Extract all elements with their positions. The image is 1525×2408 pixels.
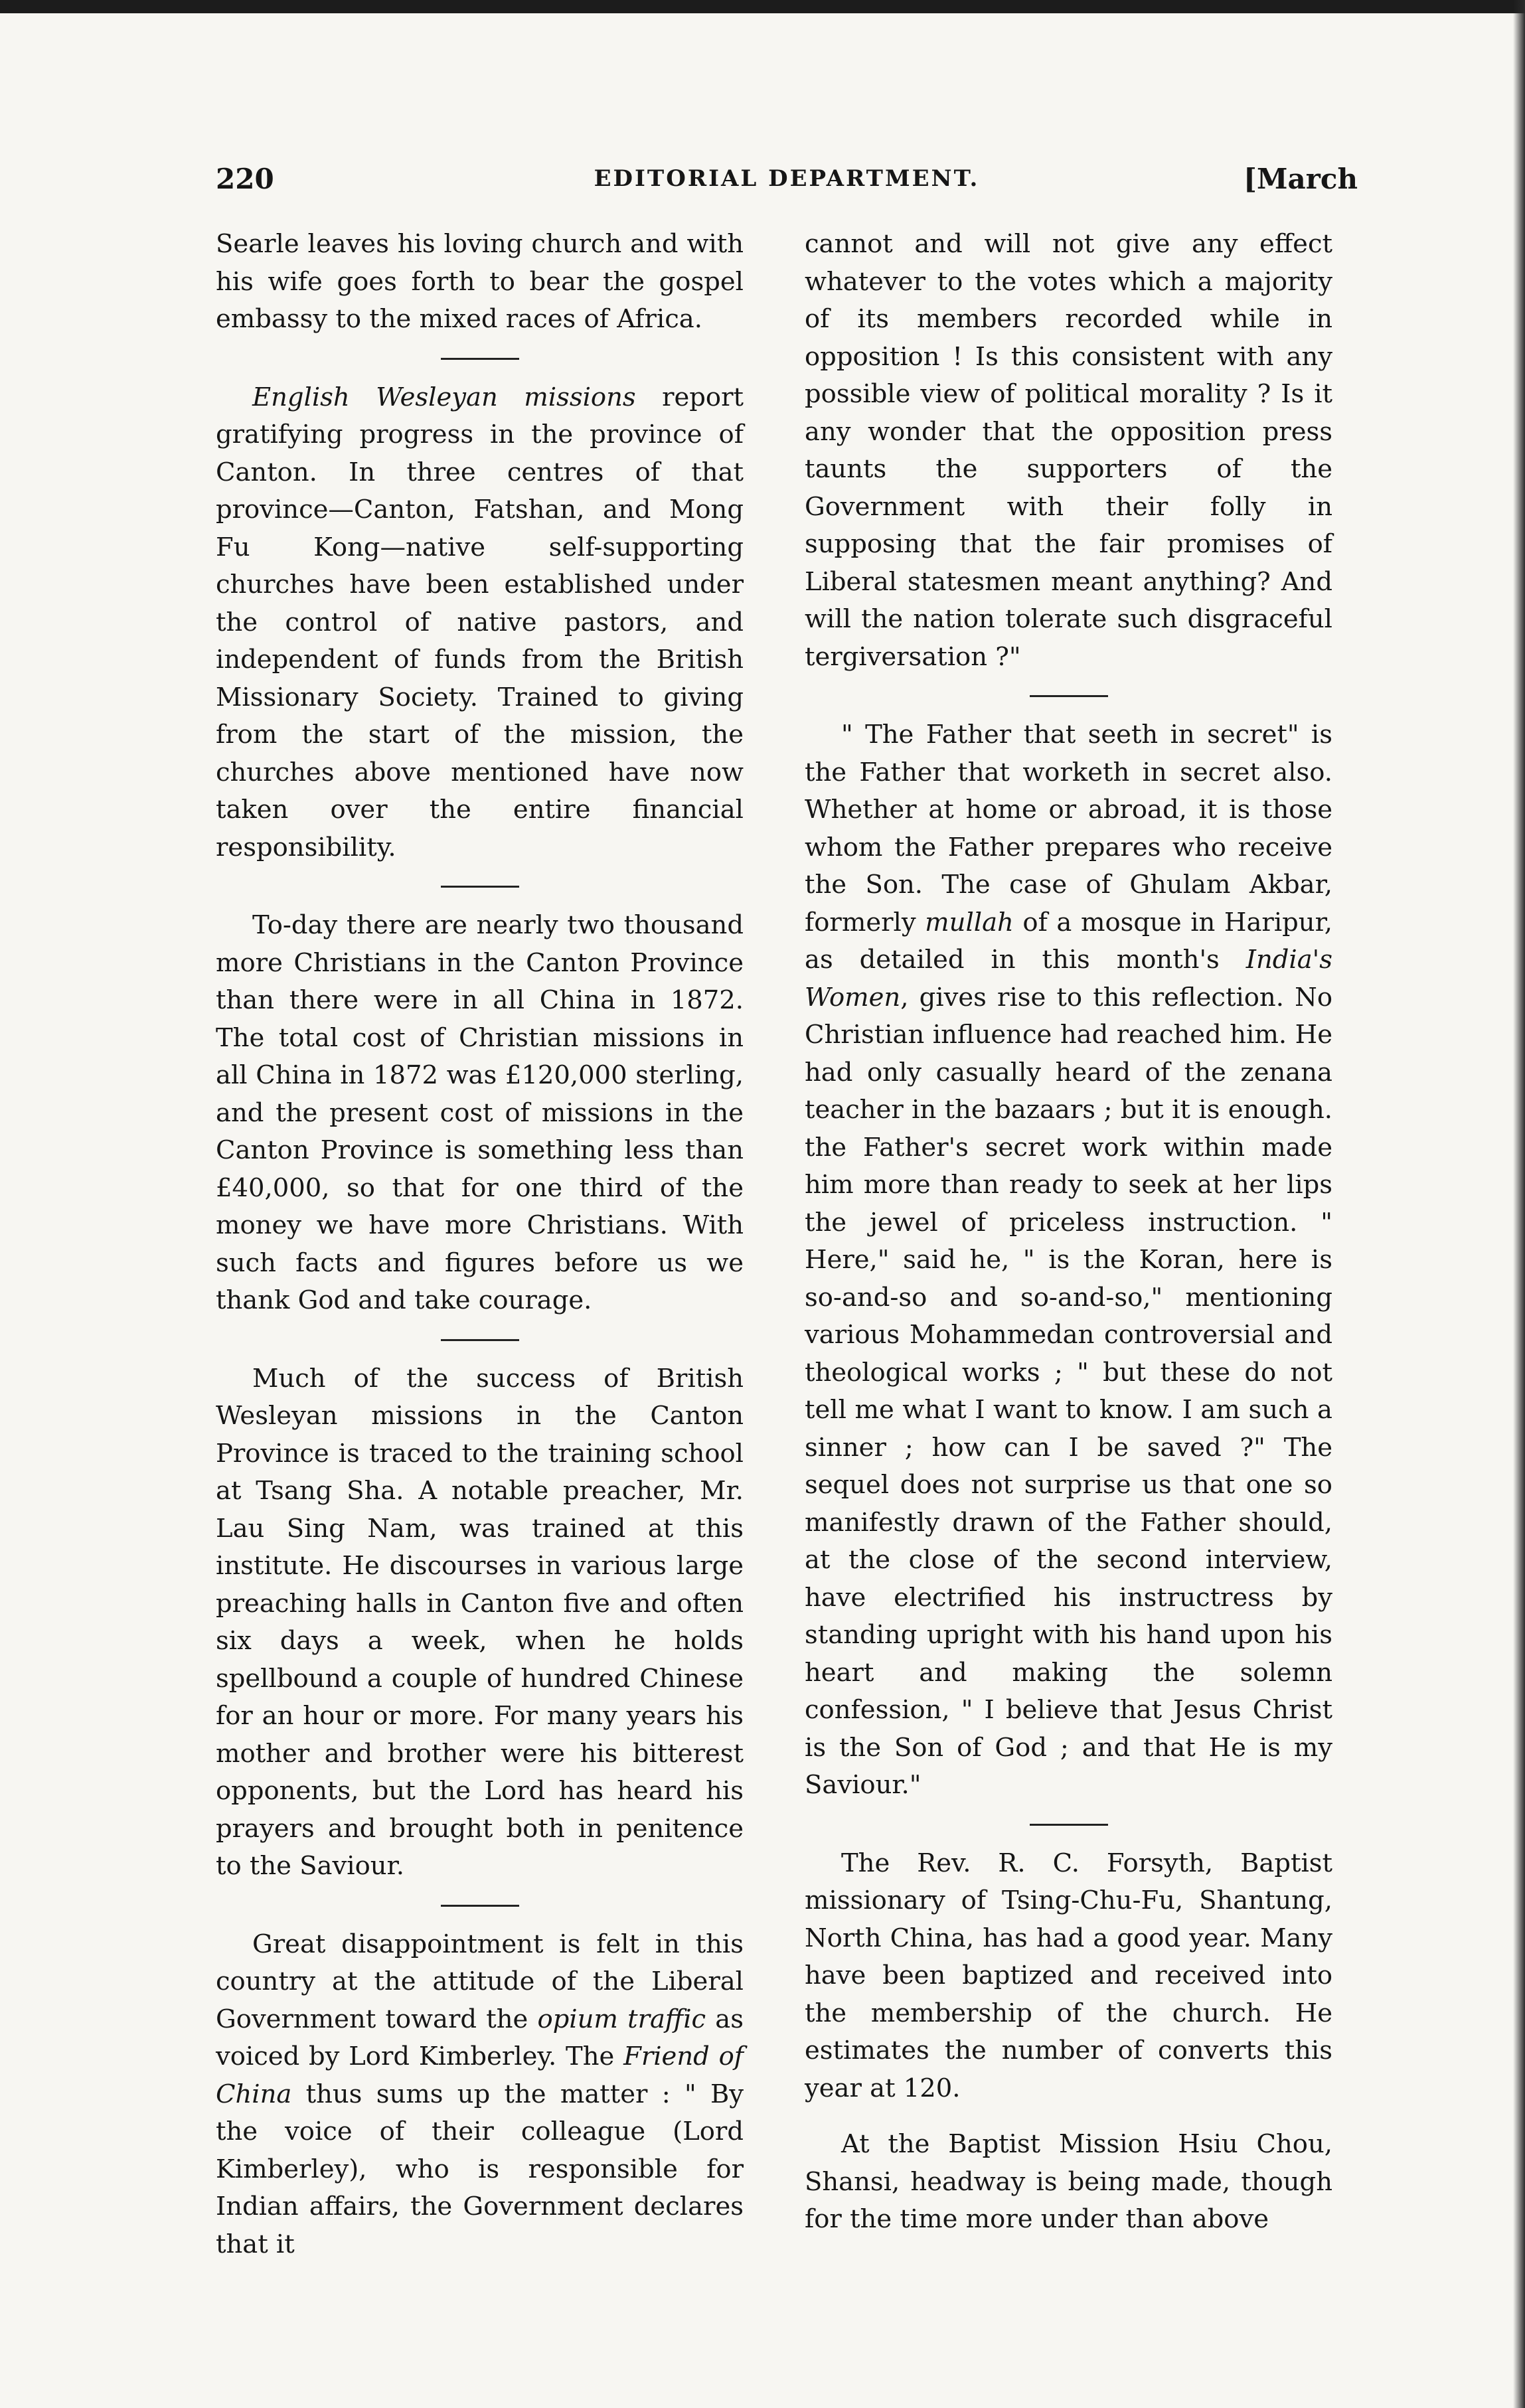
paragraph [805, 716, 1332, 1805]
section-rule [441, 358, 519, 360]
scan-right-edge [1513, 0, 1525, 2408]
running-title: EDITORIAL DEPARTMENT. [594, 165, 980, 192]
paragraph-text: Great disappointment is felt in this country at the attitude of the Liberal Government toward the [216, 1929, 744, 2034]
paragraph: To-day there are nearly two thousand more Christians in the Canton Province than there were in all China in 1872. The total cost of Christian missions in all China in 1872 was £120,000 sterling, and the present cost of missions in the Canton Province is something less than £40,000, so that for one third of the money we have more Christians. With such facts and figures before us we thank God and take courage. [216, 910, 744, 1315]
right-column [805, 226, 1332, 2239]
section-rule [441, 1905, 519, 1907]
section-rule [1030, 695, 1108, 697]
header-month: [March [1244, 163, 1358, 195]
paragraph-text: report gratifying progress in the province of Canton. In three centres of that province—Canton, Fatshan, and Mong Fu Kong—native self-supporting churches have been established under the control of native pastors, and independent of funds from the British Missionary Society. Trained to giving from the start of the mission, the churches above mentioned have now taken over the entire financial responsibility. [216, 382, 744, 862]
paragraph-text: , gives rise to this reflection. No Christian influence had reached him. He had only casually heard of the zenana teacher in the bazaars ; but it is enough. the Father's secret work within made him more than ready to seek at her lips the jewel of priceless instruction. " Here," said he, " is the Koran, here is so-and-so and so-and-so," mentioning various Mohammedan controversial and theological works ; " but these do not tell me what I want to know. I am such a sinner ; how can I be saved ?" The sequel does not surprise us that one so manifestly drawn of the Father should, at the close of the second interview, have electrified his instructress by standing upright with his hand upon his heart and making the solemn confession, " I believe that Jesus Christ is the Son of God ; and that He is my Saviour." [805, 982, 1332, 1800]
left-column [216, 226, 744, 2263]
italic-phrase: Friend of China [216, 2042, 744, 2109]
italic-phrase: opium traffic [537, 2004, 706, 2034]
paragraph [216, 1926, 744, 2264]
page-number: 220 [216, 163, 274, 195]
italic-phrase: English Wesleyan missions [252, 382, 636, 412]
paragraph: Much of the success of British Wesleyan missions in the Canton Province is traced to the training school at Tsang Sha. A notable preacher, Mr. Lau Sing Nam, was trained at this institute. He discourses in various large preaching halls in Canton five and often six days a week, when he holds spellbound a couple of hundred Chinese for an hour or more. For many years his mother and brother were his bitterest opponents, but the Lord has heard his prayers and brought both in penitence to the Saviour. [216, 1363, 744, 1881]
italic-phrase: India's Women [805, 945, 1332, 1012]
paragraph: Searle leaves his loving church and with his wife goes forth to bear the gospel embassy to the mixed races of Africa. [216, 229, 744, 334]
section-rule [441, 1339, 519, 1341]
running-header [216, 163, 1358, 209]
paragraph: The Rev. R. C. Forsyth, Baptist missionary of Tsing-Chu-Fu, Shantung, North China, has had a good year. Many have been baptized and received into the membership of the church. He estimates the number of converts this year at 120. [805, 1848, 1332, 2103]
italic-phrase: mullah [925, 907, 1014, 937]
paragraph-text: as voiced by Lord Kimberley. The [216, 2004, 744, 2071]
paragraph-text: " The Father that seeth in secret" is the Father that worketh in secret also. Whether at home or abroad, it is those whom the Father prepares who receive the Son. The case of Ghulam Akbar, formerly [805, 720, 1332, 937]
paragraph [216, 379, 744, 867]
section-rule [441, 886, 519, 888]
paragraph: cannot and will not give any effect whatever to the votes which a majority of its members recorded while in opposition ! Is this consistent with any possible view of political morality ? Is it any wonder that the opposition press taunts the supporters of the Government with their folly in supposing that the fair promises of Liberal statesmen meant anything? And will the nation tolerate such disgraceful tergiversation ?" [805, 229, 1332, 672]
paragraph-text: thus sums up the matter : " By the voice of their colleague (Lord Kimberley), who is responsible for Indian affairs, the Government declares that it [216, 2079, 744, 2259]
paragraph-text: of a mosque in Haripur, as detailed in this month's [805, 907, 1332, 975]
paragraph: At the Baptist Mission Hsiu Chou, Shansi, headway is being made, though for the time more under than above [805, 2129, 1332, 2234]
section-rule [1030, 1824, 1108, 1826]
scan-top-edge [0, 0, 1525, 13]
